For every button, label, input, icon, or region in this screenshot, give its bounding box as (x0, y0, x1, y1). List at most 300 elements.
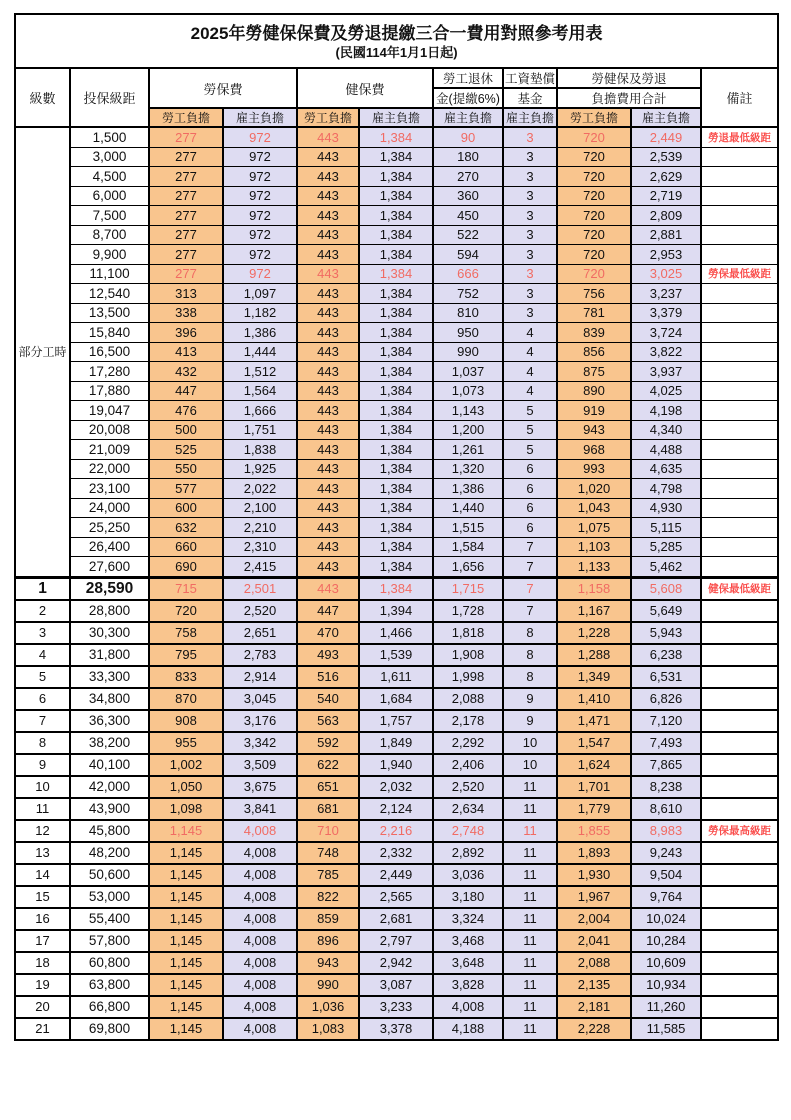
subheader-labor-employer: 雇主負擔 (223, 108, 297, 127)
table-row (15, 666, 778, 688)
cell-total-employee: 720 (557, 225, 631, 245)
cell-labor-employer: 1,444 (223, 342, 297, 362)
table-row (15, 362, 778, 382)
cell-pension-employer: 3,180 (433, 886, 503, 908)
cell-total-employer: 4,635 (631, 459, 701, 479)
premium-comparison-table (14, 13, 779, 1041)
cell-total-employer: 3,237 (631, 284, 701, 304)
cell-health-employee: 651 (297, 776, 359, 798)
cell-health-employee: 990 (297, 974, 359, 996)
cell-labor-employer: 4,008 (223, 974, 297, 996)
cell-total-employee: 1,288 (557, 644, 631, 666)
cell-total-employer: 3,025 (631, 264, 701, 284)
cell-pension-employer: 1,320 (433, 459, 503, 479)
cell-total-employer: 9,504 (631, 864, 701, 886)
cell-health-employee: 443 (297, 284, 359, 304)
bracket-cell: 43,900 (70, 798, 149, 820)
cell-wage-fund-employer: 11 (503, 776, 557, 798)
cell-labor-employee: 955 (149, 732, 223, 754)
table-row (15, 644, 778, 666)
cell-labor-employee: 577 (149, 479, 223, 499)
cell-total-employee: 890 (557, 381, 631, 401)
cell-labor-employer: 972 (223, 167, 297, 187)
cell-total-employer: 3,822 (631, 342, 701, 362)
cell-labor-employee: 758 (149, 622, 223, 644)
level-cell: 11 (15, 798, 70, 820)
cell-health-employee: 943 (297, 952, 359, 974)
cell-health-employer: 3,087 (359, 974, 433, 996)
cell-total-employer: 11,260 (631, 996, 701, 1018)
table-row (15, 498, 778, 518)
remark-cell: 勞保最低級距 (701, 264, 778, 284)
cell-pension-employer: 810 (433, 303, 503, 323)
cell-health-employee: 443 (297, 186, 359, 206)
remark-cell (701, 186, 778, 206)
cell-labor-employer: 1,838 (223, 440, 297, 460)
cell-total-employee: 720 (557, 167, 631, 187)
bracket-cell: 55,400 (70, 908, 149, 930)
table-row (15, 186, 778, 206)
cell-pension-employer: 594 (433, 245, 503, 265)
bracket-cell: 24,000 (70, 498, 149, 518)
cell-total-employee: 1,701 (557, 776, 631, 798)
cell-labor-employee: 1,145 (149, 820, 223, 842)
cell-total-employer: 10,609 (631, 952, 701, 974)
remark-cell (701, 864, 778, 886)
cell-labor-employee: 1,145 (149, 864, 223, 886)
bracket-cell: 48,200 (70, 842, 149, 864)
cell-pension-employer: 90 (433, 127, 503, 147)
remark-cell (701, 206, 778, 226)
cell-health-employer: 1,384 (359, 167, 433, 187)
bracket-cell: 28,590 (70, 577, 149, 600)
col-header-level: 級數 (15, 68, 70, 127)
table-row (15, 974, 778, 996)
cell-wage-fund-employer: 6 (503, 479, 557, 499)
cell-pension-employer: 1,818 (433, 622, 503, 644)
table-row (15, 754, 778, 776)
remark-cell (701, 644, 778, 666)
cell-labor-employer: 972 (223, 225, 297, 245)
cell-health-employee: 859 (297, 908, 359, 930)
subheader-health-employee: 勞工負擔 (297, 108, 359, 127)
cell-labor-employee: 277 (149, 264, 223, 284)
cell-total-employer: 3,724 (631, 323, 701, 343)
cell-total-employee: 943 (557, 420, 631, 440)
cell-total-employee: 856 (557, 342, 631, 362)
cell-health-employer: 2,449 (359, 864, 433, 886)
cell-health-employer: 2,332 (359, 842, 433, 864)
table-row (15, 167, 778, 187)
bracket-cell: 6,000 (70, 186, 149, 206)
cell-health-employee: 443 (297, 225, 359, 245)
remark-cell (701, 303, 778, 323)
cell-wage-fund-employer: 8 (503, 622, 557, 644)
cell-wage-fund-employer: 7 (503, 577, 557, 600)
level-cell: 20 (15, 996, 70, 1018)
cell-labor-employer: 972 (223, 206, 297, 226)
cell-wage-fund-employer: 10 (503, 754, 557, 776)
cell-total-employee: 1,410 (557, 688, 631, 710)
cell-health-employee: 443 (297, 459, 359, 479)
cell-total-employee: 993 (557, 459, 631, 479)
remark-cell (701, 147, 778, 167)
cell-labor-employer: 4,008 (223, 1018, 297, 1040)
cell-health-employee: 443 (297, 537, 359, 557)
remark-cell (701, 688, 778, 710)
cell-pension-employer: 2,748 (433, 820, 503, 842)
cell-health-employee: 443 (297, 381, 359, 401)
table-row (15, 842, 778, 864)
cell-total-employee: 1,624 (557, 754, 631, 776)
cell-total-employee: 1,893 (557, 842, 631, 864)
cell-health-employer: 2,681 (359, 908, 433, 930)
bracket-cell: 7,500 (70, 206, 149, 226)
cell-health-employee: 443 (297, 127, 359, 147)
cell-labor-employee: 396 (149, 323, 223, 343)
cell-wage-fund-employer: 11 (503, 864, 557, 886)
cell-pension-employer: 360 (433, 186, 503, 206)
cell-wage-fund-employer: 7 (503, 600, 557, 622)
cell-total-employer: 4,798 (631, 479, 701, 499)
remark-cell (701, 776, 778, 798)
cell-health-employer: 1,384 (359, 577, 433, 600)
cell-wage-fund-employer: 3 (503, 186, 557, 206)
cell-wage-fund-employer: 6 (503, 518, 557, 538)
cell-wage-fund-employer: 9 (503, 688, 557, 710)
cell-wage-fund-employer: 11 (503, 952, 557, 974)
cell-total-employee: 2,041 (557, 930, 631, 952)
level-cell: 13 (15, 842, 70, 864)
col-header-bracket: 投保級距 (70, 68, 149, 127)
cell-total-employer: 8,238 (631, 776, 701, 798)
cell-health-employee: 443 (297, 303, 359, 323)
cell-health-employee: 443 (297, 342, 359, 362)
cell-labor-employer: 2,310 (223, 537, 297, 557)
cell-labor-employee: 277 (149, 186, 223, 206)
cell-total-employer: 8,610 (631, 798, 701, 820)
cell-wage-fund-employer: 11 (503, 798, 557, 820)
cell-labor-employer: 3,509 (223, 754, 297, 776)
remark-cell (701, 401, 778, 421)
cell-health-employer: 1,384 (359, 284, 433, 304)
cell-pension-employer: 3,036 (433, 864, 503, 886)
cell-total-employee: 1,228 (557, 622, 631, 644)
remark-cell (701, 381, 778, 401)
cell-total-employer: 9,243 (631, 842, 701, 864)
bracket-cell: 30,300 (70, 622, 149, 644)
cell-health-employer: 1,384 (359, 303, 433, 323)
bracket-cell: 21,009 (70, 440, 149, 460)
table-row (15, 284, 778, 304)
cell-health-employee: 443 (297, 440, 359, 460)
cell-wage-fund-employer: 9 (503, 710, 557, 732)
cell-pension-employer: 1,037 (433, 362, 503, 382)
remark-cell (701, 225, 778, 245)
cell-labor-employer: 3,176 (223, 710, 297, 732)
remark-cell (701, 557, 778, 578)
bracket-cell: 50,600 (70, 864, 149, 886)
cell-health-employee: 443 (297, 401, 359, 421)
bracket-cell: 22,000 (70, 459, 149, 479)
table-row (15, 225, 778, 245)
cell-health-employer: 1,384 (359, 518, 433, 538)
subheader-wage-fund-employer: 雇主負擔 (503, 108, 557, 127)
table-row (15, 577, 778, 600)
cell-health-employer: 2,565 (359, 886, 433, 908)
cell-health-employee: 896 (297, 930, 359, 952)
cell-health-employee: 681 (297, 798, 359, 820)
remark-cell (701, 754, 778, 776)
cell-labor-employer: 972 (223, 127, 297, 147)
cell-health-employer: 1,384 (359, 362, 433, 382)
level-cell: 18 (15, 952, 70, 974)
remark-cell (701, 600, 778, 622)
cell-wage-fund-employer: 3 (503, 284, 557, 304)
cell-health-employee: 443 (297, 498, 359, 518)
col-header-remark: 備註 (701, 68, 778, 127)
cell-health-employee: 443 (297, 245, 359, 265)
bracket-cell: 3,000 (70, 147, 149, 167)
cell-health-employee: 748 (297, 842, 359, 864)
cell-labor-employer: 972 (223, 264, 297, 284)
cell-wage-fund-employer: 5 (503, 401, 557, 421)
cell-labor-employee: 600 (149, 498, 223, 518)
cell-labor-employee: 1,002 (149, 754, 223, 776)
bracket-cell: 9,900 (70, 245, 149, 265)
cell-total-employee: 1,158 (557, 577, 631, 600)
table-row (15, 401, 778, 421)
title-block (15, 14, 778, 68)
cell-total-employee: 781 (557, 303, 631, 323)
bracket-cell: 53,000 (70, 886, 149, 908)
cell-wage-fund-employer: 6 (503, 459, 557, 479)
cell-health-employer: 1,384 (359, 225, 433, 245)
cell-health-employee: 540 (297, 688, 359, 710)
cell-total-employee: 2,181 (557, 996, 631, 1018)
cell-health-employer: 1,384 (359, 264, 433, 284)
cell-labor-employee: 338 (149, 303, 223, 323)
cell-labor-employee: 1,145 (149, 1018, 223, 1040)
cell-health-employee: 443 (297, 167, 359, 187)
cell-labor-employer: 4,008 (223, 996, 297, 1018)
cell-health-employee: 1,036 (297, 996, 359, 1018)
cell-pension-employer: 1,715 (433, 577, 503, 600)
bracket-cell: 38,200 (70, 732, 149, 754)
cell-health-employee: 443 (297, 420, 359, 440)
cell-health-employer: 1,384 (359, 342, 433, 362)
cell-labor-employer: 1,097 (223, 284, 297, 304)
cell-health-employee: 592 (297, 732, 359, 754)
cell-health-employer: 1,384 (359, 206, 433, 226)
cell-total-employer: 7,120 (631, 710, 701, 732)
cell-labor-employer: 2,022 (223, 479, 297, 499)
bracket-cell: 40,100 (70, 754, 149, 776)
cell-labor-employee: 1,145 (149, 842, 223, 864)
cell-health-employer: 2,032 (359, 776, 433, 798)
cell-total-employer: 4,025 (631, 381, 701, 401)
remark-cell: 勞保最高級距 (701, 820, 778, 842)
cell-total-employee: 2,088 (557, 952, 631, 974)
cell-health-employer: 3,378 (359, 1018, 433, 1040)
table-row (15, 688, 778, 710)
table-row (15, 323, 778, 343)
cell-total-employer: 2,449 (631, 127, 701, 147)
cell-labor-employee: 500 (149, 420, 223, 440)
cell-pension-employer: 752 (433, 284, 503, 304)
remark-cell (701, 420, 778, 440)
cell-total-employee: 720 (557, 147, 631, 167)
cell-wage-fund-employer: 5 (503, 440, 557, 460)
cell-total-employee: 1,930 (557, 864, 631, 886)
cell-wage-fund-employer: 11 (503, 820, 557, 842)
remark-cell (701, 323, 778, 343)
level-cell: 21 (15, 1018, 70, 1040)
cell-total-employee: 1,471 (557, 710, 631, 732)
cell-labor-employer: 1,925 (223, 459, 297, 479)
cell-total-employer: 4,198 (631, 401, 701, 421)
cell-labor-employee: 432 (149, 362, 223, 382)
remark-cell (701, 974, 778, 996)
cell-total-employee: 720 (557, 127, 631, 147)
cell-labor-employer: 2,520 (223, 600, 297, 622)
bracket-cell: 15,840 (70, 323, 149, 343)
cell-pension-employer: 3,828 (433, 974, 503, 996)
remark-cell (701, 930, 778, 952)
cell-labor-employer: 972 (223, 245, 297, 265)
cell-health-employer: 1,384 (359, 420, 433, 440)
cell-wage-fund-employer: 5 (503, 420, 557, 440)
cell-pension-employer: 1,073 (433, 381, 503, 401)
cell-total-employer: 5,943 (631, 622, 701, 644)
bracket-cell: 8,700 (70, 225, 149, 245)
remark-cell: 健保最低級距 (701, 577, 778, 600)
cell-health-employer: 1,394 (359, 600, 433, 622)
cell-health-employer: 1,384 (359, 381, 433, 401)
cell-pension-employer: 666 (433, 264, 503, 284)
cell-labor-employer: 1,751 (223, 420, 297, 440)
col-header-wage-fund-line1: 工資墊償 (503, 68, 557, 88)
cell-labor-employee: 525 (149, 440, 223, 460)
cell-labor-employee: 413 (149, 342, 223, 362)
cell-total-employee: 720 (557, 186, 631, 206)
cell-health-employee: 710 (297, 820, 359, 842)
cell-pension-employer: 3,324 (433, 908, 503, 930)
bracket-cell: 63,800 (70, 974, 149, 996)
cell-total-employer: 3,379 (631, 303, 701, 323)
cell-health-employer: 1,940 (359, 754, 433, 776)
cell-total-employer: 4,488 (631, 440, 701, 460)
cell-health-employer: 1,384 (359, 537, 433, 557)
cell-labor-employee: 833 (149, 666, 223, 688)
table-body (15, 127, 778, 1040)
cell-total-employer: 2,953 (631, 245, 701, 265)
level-cell: 8 (15, 732, 70, 754)
cell-wage-fund-employer: 7 (503, 557, 557, 578)
bracket-cell: 34,800 (70, 688, 149, 710)
cell-total-employer: 4,930 (631, 498, 701, 518)
cell-health-employer: 1,384 (359, 498, 433, 518)
cell-labor-employer: 1,564 (223, 381, 297, 401)
cell-health-employer: 1,384 (359, 127, 433, 147)
cell-health-employer: 1,384 (359, 186, 433, 206)
cell-labor-employer: 1,182 (223, 303, 297, 323)
bracket-cell: 11,100 (70, 264, 149, 284)
remark-cell (701, 537, 778, 557)
cell-labor-employee: 632 (149, 518, 223, 538)
col-header-pension-line1: 勞工退休 (433, 68, 503, 88)
table-row (15, 820, 778, 842)
cell-labor-employee: 447 (149, 381, 223, 401)
remark-cell (701, 952, 778, 974)
cell-wage-fund-employer: 10 (503, 732, 557, 754)
cell-labor-employer: 4,008 (223, 886, 297, 908)
remark-cell (701, 167, 778, 187)
cell-total-employer: 3,937 (631, 362, 701, 382)
level-cell: 17 (15, 930, 70, 952)
remark-cell (701, 710, 778, 732)
level-cell: 16 (15, 908, 70, 930)
level-cell: 15 (15, 886, 70, 908)
cell-pension-employer: 950 (433, 323, 503, 343)
bracket-cell: 42,000 (70, 776, 149, 798)
col-header-total-line2: 負擔費用合計 (557, 88, 701, 108)
cell-pension-employer: 180 (433, 147, 503, 167)
cell-wage-fund-employer: 3 (503, 127, 557, 147)
remark-cell (701, 362, 778, 382)
cell-labor-employer: 4,008 (223, 952, 297, 974)
cell-labor-employee: 277 (149, 167, 223, 187)
level-cell: 14 (15, 864, 70, 886)
cell-labor-employer: 972 (223, 147, 297, 167)
cell-health-employer: 1,384 (359, 557, 433, 578)
cell-health-employee: 443 (297, 206, 359, 226)
cell-labor-employee: 277 (149, 206, 223, 226)
cell-total-employee: 1,075 (557, 518, 631, 538)
cell-health-employee: 443 (297, 264, 359, 284)
remark-cell (701, 732, 778, 754)
cell-wage-fund-employer: 4 (503, 323, 557, 343)
cell-pension-employer: 2,520 (433, 776, 503, 798)
cell-labor-employer: 4,008 (223, 930, 297, 952)
bracket-cell: 25,250 (70, 518, 149, 538)
cell-total-employer: 5,462 (631, 557, 701, 578)
level-cell: 2 (15, 600, 70, 622)
page-subtitle: (民國114年1月1日起) (335, 45, 458, 61)
cell-pension-employer: 2,406 (433, 754, 503, 776)
cell-total-employer: 5,649 (631, 600, 701, 622)
bracket-cell: 60,800 (70, 952, 149, 974)
cell-pension-employer: 2,292 (433, 732, 503, 754)
table-row (15, 381, 778, 401)
cell-wage-fund-employer: 11 (503, 930, 557, 952)
bracket-cell: 13,500 (70, 303, 149, 323)
cell-labor-employer: 2,210 (223, 518, 297, 538)
cell-labor-employer: 3,841 (223, 798, 297, 820)
table-row (15, 952, 778, 974)
cell-pension-employer: 1,728 (433, 600, 503, 622)
cell-labor-employer: 1,386 (223, 323, 297, 343)
cell-total-employer: 9,764 (631, 886, 701, 908)
cell-total-employee: 756 (557, 284, 631, 304)
bracket-cell: 33,300 (70, 666, 149, 688)
cell-total-employer: 10,024 (631, 908, 701, 930)
remark-cell (701, 908, 778, 930)
cell-pension-employer: 1,656 (433, 557, 503, 578)
level-cell: 5 (15, 666, 70, 688)
cell-labor-employee: 313 (149, 284, 223, 304)
part-time-level-cell: 部分工時 (15, 127, 70, 577)
